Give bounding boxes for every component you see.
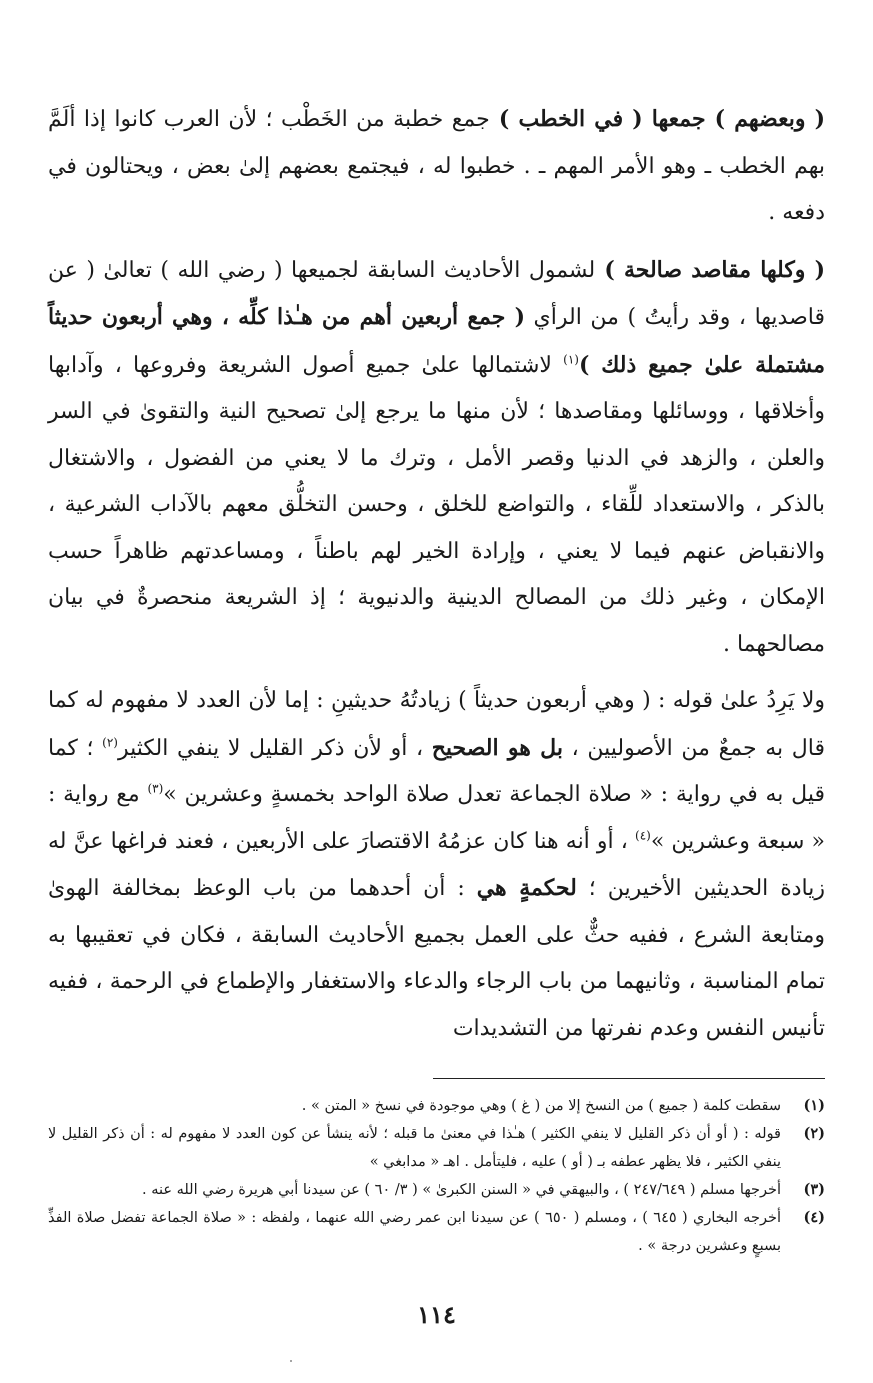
- footnote-divider: [433, 1078, 825, 1079]
- footnote-text: أخرجه البخاري ( ٦٤٥ ) ، ومسلم ( ٦٥٠ ) عن سيدنا ابن عمر رضي الله عنهما ، ولفظه : « صلاة الجماعة تفضل صلاة الفذِّ بسبعٍ وعشرين درجة » .: [48, 1210, 782, 1254]
- bold-text-run: ( جمع أربعين أهم من هـٰذا كلِّه ، وهي أربعون حديثاً مشتملة علىٰ جميع ذلك ): [48, 304, 825, 378]
- footnote-number: (٢): [803, 1125, 825, 1142]
- footnote-text: قوله : ( أو أن ذكر القليل لا ينفي الكثير ) هـٰذا في معنىٰ ما قبله ؛ لأنه ينشأ عن كون العدد لا مفهوم له : أن ذكر القليل لا ينفي الكثير ، فلا يظهر عطفه بـ ( أو ) عليه ، فليتأمل . اهـ « مدابغي »: [48, 1126, 781, 1170]
- footnote-ref: (٢): [102, 735, 118, 750]
- text-run: مع رواية : « سبعة وعشرين »: [48, 782, 826, 854]
- footnote-item: [48, 1204, 825, 1260]
- text-run: ؛ كما قيل به في رواية : « صلاة الجماعة تعدل صلاة الواحد بخمسةٍ وعشرين »: [48, 735, 825, 807]
- footnote-item: [48, 1176, 825, 1204]
- text-run: ، أو أنه هنا كان عزمُهُ الاقتصارَ على الأربعين ، فعند فراغها عنَّ له زيادة الحديثين الأخيرين ؛: [48, 828, 825, 901]
- footnote-number: (١): [803, 1097, 825, 1114]
- paragraph: [48, 678, 825, 1052]
- footnote-number: (٤): [803, 1209, 825, 1226]
- footnote-text: أخرجها مسلم ( ٢٤٧/٦٤٩ ) ، والبيهقي في « السنن الكبرىٰ » ( ٣/ ٦٠ ) عن سيدنا أبي هريرة رضي الله عنه .: [141, 1182, 781, 1198]
- main-text: [48, 96, 825, 1052]
- scan-speck: [290, 1360, 292, 1362]
- text-run: جمع خطبة من الخَطْب ؛ لأن العرب كانوا إذا ألَمَّ بهم الخطب ـ وهو الأمر المهم ـ . خطبوا له ، فيجتمع بعضهم إلىٰ بعض ، ويحتالون في دفعه .: [48, 107, 825, 225]
- paragraph: [48, 247, 825, 669]
- footnote-number: (٣): [803, 1181, 825, 1198]
- bold-text-run: ( وكلها مقاصد صالحة ): [595, 256, 825, 283]
- text-run: لشمول الأحاديث السابقة لجميعها ( رضي الله ) تعالىٰ ( عن قاصديها ، وقد رأيتُ ) من الرأي: [48, 257, 825, 330]
- text-run: ، أو لأن ذكر القليل لا ينفي الكثير: [117, 735, 432, 761]
- footnote-ref: (١): [563, 352, 579, 367]
- footnote-ref: (٣): [147, 781, 164, 796]
- paragraph: [48, 96, 825, 237]
- footnote-ref: (٤): [635, 828, 651, 843]
- bold-text-run: لحكمةٍ هي: [476, 875, 577, 901]
- text-run: ولا يَرِدُ علىٰ قوله : ( وهي أربعون حديثاً ) زيادتُهُ حديثينِ : إما لأن العدد لا مفهوم له كما قال به جمعٌ من الأصوليين ،: [48, 688, 825, 761]
- page-number: ١١٤: [417, 1300, 456, 1329]
- footnote-item: [48, 1092, 825, 1120]
- footnote-item: [48, 1120, 825, 1176]
- text-run: : أن أحدهما من باب الوعظ بمخالفة الهوىٰ ومتابعة الشرع ، ففيه حثٌّ على العمل بجميع الأحاديث السابقة ، فكان في تعقيبها به تمام المناسبة ، وثانيهما من باب الرجاء والدعاء والاستغفار والإطماع في الرحمة ، ففيه تأنيس النفس وعدم نفرتها من التشديدات: [48, 876, 825, 1041]
- text-run: لاشتمالها علىٰ جميع أصول الشريعة وفروعها ، وآدابها وأخلاقها ، ووسائلها ومقاصدها ؛ لأن منها ما يرجع إلىٰ تصحيح النية والتقوىٰ في السر والعلن ، والزهد في الدنيا وقصر الأمل ، وترك ما لا يعني من الفضول ، والاشتغال بالذكر ، والاستعداد للِّقاء ، والتواضع للخلق ، وحسن التخلُّق معهم بالآداب الشرعية ، والانقباض عنهم فيما لا يعني ، وإرادة الخير لهم باطناً ، ومساعدتهم ظاهراً حسب الإمكان ، وغير ذلك من المصالح الدينية والدنيوية ؛ إذ الشريعة منحصرةٌ في بيان مصالحهما .: [48, 352, 825, 657]
- bold-text-run: ( وبعضهم ) جمعها ( في الخطب ): [489, 106, 825, 132]
- bold-text-run: بل هو الصحيح: [431, 734, 563, 761]
- footnotes: [48, 1092, 825, 1260]
- footnote-text: سقطت كلمة ( جميع ) من النسخ إلا من ( غ ) وهي موجودة في نسخ « المتن » .: [301, 1098, 781, 1114]
